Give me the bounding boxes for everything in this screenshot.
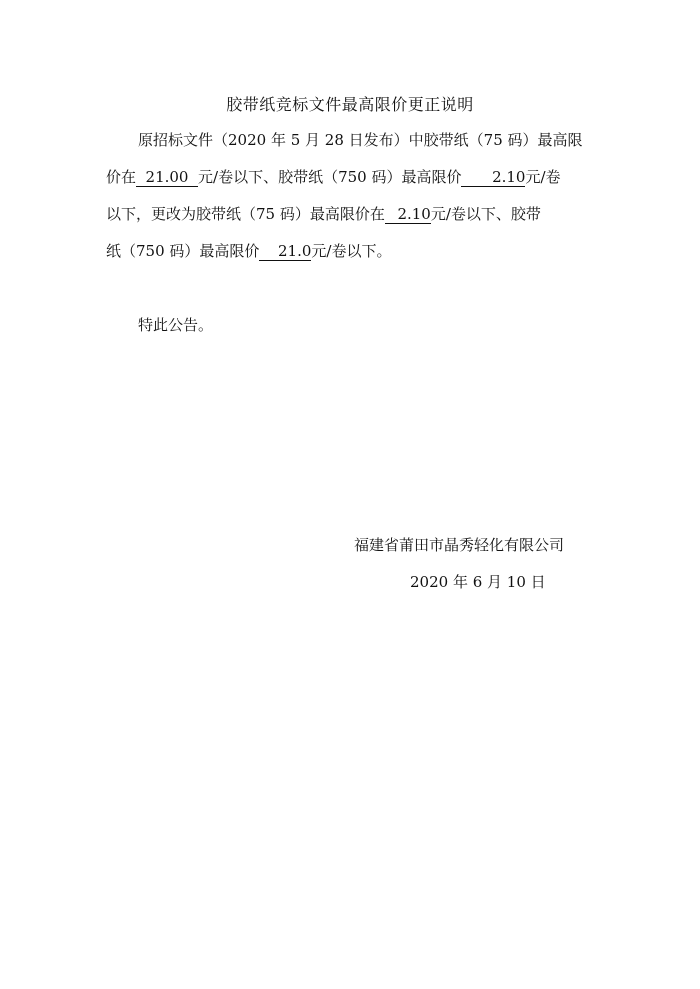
price-750-corrected: 21.0: [259, 243, 311, 261]
paragraph-text: 纸（750 码）最高限价: [106, 242, 260, 260]
notice-text: 特此公告。: [138, 316, 214, 334]
paragraph-line-1: [138, 130, 583, 150]
paragraph-line-2: [106, 167, 561, 187]
document-title: 胶带纸竞标文件最高限价更正说明: [226, 95, 474, 114]
price-750-original: 2.10: [461, 169, 525, 187]
paragraph-text: 元/卷以下、胶带纸（750 码）最高限价: [198, 168, 462, 186]
paragraph-text: 以下，更改为胶带纸（75 码）最高限价在: [106, 205, 385, 223]
price-75-original: 21.00: [136, 169, 198, 187]
paragraph-text: 元/卷以下、胶带: [430, 205, 541, 223]
signature-company: 福建省莆田市晶秀轻化有限公司: [354, 536, 565, 554]
price-75-corrected: 2.10: [385, 206, 431, 224]
paragraph-text: 元/卷以下。: [311, 242, 392, 260]
paragraph-line-4: [106, 241, 391, 261]
paragraph-text: 元/卷: [525, 168, 561, 186]
paragraph-text: 价在: [106, 168, 137, 186]
paragraph-text: 原招标文件（2020 年 5 月 28 日发布）中胶带纸（75 码）最高限: [138, 131, 583, 149]
paragraph-line-3: [106, 204, 541, 224]
signature-date: 2020 年 6 月 10 日: [410, 573, 546, 591]
